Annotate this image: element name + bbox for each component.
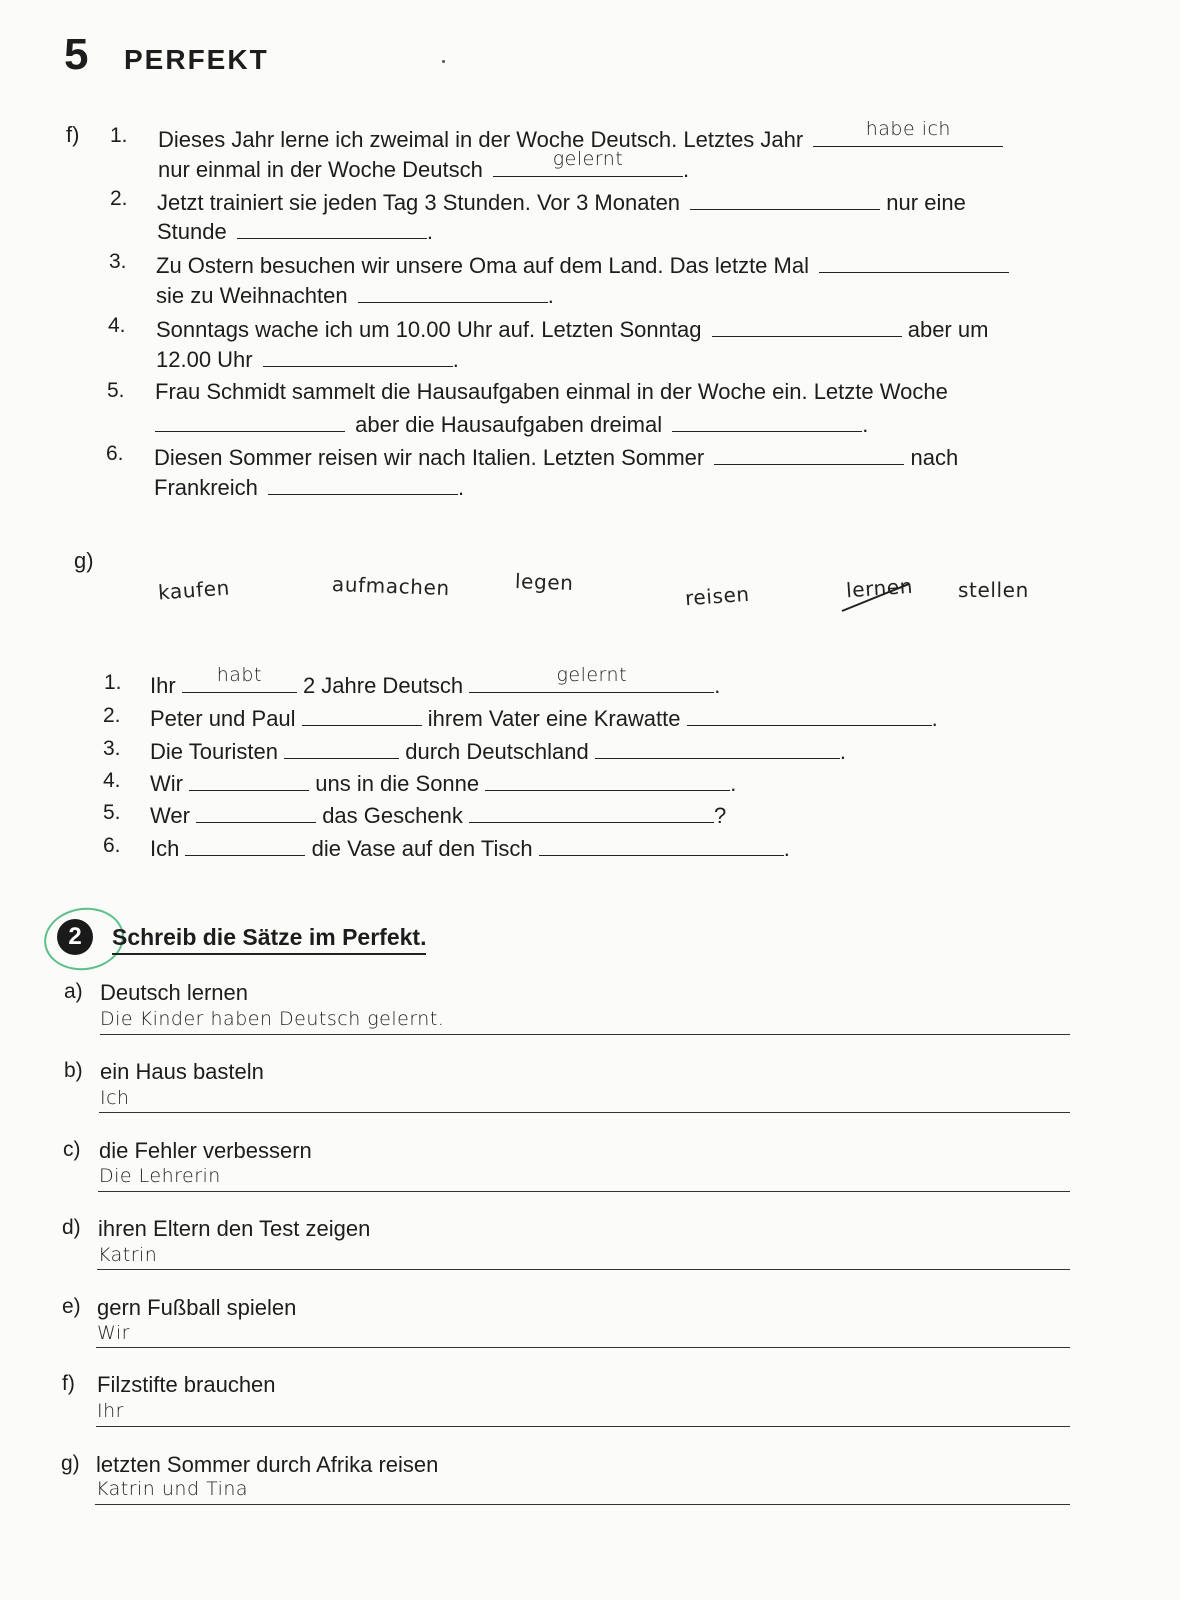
f-item-4-end: .	[452, 347, 459, 372]
g-item-2-blank-participle[interactable]	[687, 701, 932, 726]
task-c-letter: c)	[63, 1138, 81, 1161]
exercise-2-title: Schreib die Sätze im Perfekt.	[112, 924, 426, 955]
exercise-g-label: g)	[74, 548, 94, 573]
f-item-3-end: .	[547, 283, 554, 308]
g-item-1-fill-aux: habt	[216, 664, 262, 686]
task-a-letter: a)	[64, 980, 83, 1003]
g-item-3-end: .	[839, 739, 846, 764]
f-item-4-blank-a[interactable]	[712, 312, 902, 337]
f-item-6-blank-b[interactable]	[268, 470, 458, 495]
task-c-answer: Die Lehrerin	[99, 1165, 221, 1187]
g-item-1-fill-participle: gelernt	[556, 664, 628, 686]
f-item-3-blank-b[interactable]	[358, 278, 548, 303]
task-e-letter: e)	[62, 1295, 81, 1318]
g-item-2-subject: Peter und Paul	[150, 706, 296, 731]
f-item-3-text-a: Zu Ostern besuchen wir unsere Oma auf dem Land. Das letzte Mal	[156, 253, 809, 278]
g-item-1-blank-aux[interactable]	[182, 664, 297, 693]
f-item-3-line-b	[156, 278, 554, 311]
f-item-4-text-b: 12.00 Uhr	[156, 347, 253, 372]
g-item-1-blank-participle[interactable]	[469, 664, 714, 693]
f-item-1-text-a: Dieses Jahr lerne ich zweimal in der Woche Deutsch. Letztes Jahr	[158, 127, 804, 152]
f-item-5-blank-b[interactable]	[672, 407, 862, 432]
f-item-2-number: 2.	[110, 187, 128, 210]
f-item-5-blank-a[interactable]	[155, 407, 345, 432]
chapter-title: PERFEKT	[124, 44, 269, 75]
f-item-5-end: .	[862, 412, 869, 437]
verb-legen: legen	[514, 568, 574, 596]
g-item-5-middle: das Geschenk	[322, 803, 463, 828]
f-item-6-line-b	[154, 470, 464, 503]
f-item-5-line-b	[155, 407, 868, 440]
f-item-6-text-a-after: nach	[910, 445, 959, 470]
g-item-4-line	[150, 766, 736, 799]
f-item-2-blank-b[interactable]	[237, 214, 427, 239]
g-item-2-middle: ihrem Vater eine Krawatte	[427, 706, 681, 731]
verb-lernen: lernen	[845, 573, 914, 603]
f-item-5-line-a	[155, 377, 948, 407]
g-item-6-line	[150, 831, 790, 864]
task-g-letter: g)	[61, 1452, 80, 1475]
g-item-4-subject: Wir	[150, 771, 183, 796]
g-item-3-number: 3.	[103, 737, 121, 760]
g-item-5-blank-aux[interactable]	[196, 798, 316, 823]
f-item-1-number: 1.	[110, 124, 128, 147]
f-item-4-blank-b[interactable]	[263, 342, 453, 367]
task-b-answer: Ich	[100, 1087, 130, 1109]
f-item-3-blank-a[interactable]	[819, 248, 1009, 273]
task-a-answer-line[interactable]	[100, 1034, 1070, 1035]
g-item-4-number: 4.	[103, 769, 121, 792]
f-item-4-number: 4.	[108, 314, 126, 337]
task-b-prompt: ein Haus basteln	[100, 1059, 264, 1084]
task-f-prompt: Filzstifte brauchen	[97, 1372, 276, 1397]
g-item-5-number: 5.	[103, 801, 121, 824]
task-a-answer: Die Kinder haben Deutsch gelernt.	[100, 1008, 445, 1030]
task-e-answer: Wir	[97, 1322, 130, 1344]
verb-aufmachen: aufmachen	[331, 571, 451, 601]
verb-reisen: reisen	[684, 581, 751, 611]
g-item-3-blank-participle[interactable]	[595, 734, 840, 759]
g-item-1-subject: Ihr	[150, 673, 176, 698]
task-c-answer-line[interactable]	[98, 1191, 1070, 1192]
f-item-6-line-a	[154, 440, 958, 473]
g-item-3-middle: durch Deutschland	[405, 739, 589, 764]
task-c-prompt: die Fehler verbessern	[99, 1138, 312, 1163]
f-item-5-text-a: Frau Schmidt sammelt die Hausaufgaben einmal in der Woche ein. Letzte Woche	[155, 379, 948, 404]
g-item-2-line	[150, 701, 938, 734]
f-item-4-text-a: Sonntags wache ich um 10.00 Uhr auf. Letzten Sonntag	[156, 317, 702, 342]
f-item-4-line-b	[156, 342, 459, 375]
f-item-2-text-a: Jetzt trainiert sie jeden Tag 3 Stunden. Vor 3 Monaten	[157, 190, 681, 215]
g-item-2-blank-aux[interactable]	[302, 701, 422, 726]
f-item-1-blank-b[interactable]	[493, 148, 683, 177]
task-b-letter: b)	[64, 1059, 83, 1082]
f-item-3-number: 3.	[109, 250, 127, 273]
f-item-3-text-b: sie zu Weihnachten	[156, 283, 348, 308]
g-item-5-line	[150, 798, 726, 831]
g-item-2-number: 2.	[103, 704, 121, 727]
g-item-1-middle: 2 Jahre Deutsch	[302, 673, 464, 698]
exercise-2-number: 2	[57, 919, 93, 955]
task-f-letter: f)	[62, 1372, 75, 1395]
task-d-letter: d)	[62, 1216, 81, 1239]
task-b-answer-line[interactable]	[99, 1112, 1070, 1113]
f-item-1-fill-a: habe ich	[865, 118, 951, 140]
g-item-3-subject: Die Touristen	[150, 739, 278, 764]
verb-kaufen: kaufen	[157, 575, 231, 605]
g-item-6-subject: Ich	[150, 836, 180, 861]
g-item-6-blank-participle[interactable]	[539, 831, 784, 856]
task-g-answer-line[interactable]	[95, 1504, 1070, 1505]
f-item-2-line-b	[157, 214, 433, 247]
f-item-5-number: 5.	[107, 379, 125, 402]
g-item-3-line	[150, 734, 846, 767]
task-d-answer-line[interactable]	[97, 1269, 1070, 1270]
g-item-4-blank-participle[interactable]	[485, 766, 730, 791]
task-e-prompt: gern Fußball spielen	[97, 1295, 297, 1320]
task-g-answer: Katrin und Tina	[96, 1478, 249, 1500]
f-item-6-text-a: Diesen Sommer reisen wir nach Italien. Letzten Sommer	[154, 445, 705, 470]
f-item-6-number: 6.	[106, 442, 124, 465]
g-item-1-number: 1.	[104, 671, 122, 694]
g-item-5-end: ?	[713, 803, 727, 828]
task-e-answer-line[interactable]	[96, 1347, 1070, 1348]
f-item-2-text-a-after: nur eine	[886, 190, 966, 215]
f-item-2-blank-a[interactable]	[690, 185, 880, 210]
task-a-prompt: Deutsch lernen	[100, 980, 248, 1005]
f-item-1-text-b: nur einmal in der Woche Deutsch	[158, 157, 483, 182]
speck-dot	[442, 60, 445, 63]
g-item-4-blank-aux[interactable]	[189, 766, 309, 791]
f-item-4-line-a	[156, 312, 988, 345]
g-item-3-blank-aux[interactable]	[284, 734, 399, 759]
f-item-1-end: .	[683, 157, 690, 182]
g-item-1-end: .	[714, 673, 721, 698]
g-item-6-middle: die Vase auf den Tisch	[311, 836, 533, 861]
g-item-1-line	[150, 664, 721, 701]
chapter-number: 5	[64, 30, 89, 79]
verb-stellen: stellen	[958, 578, 1029, 602]
f-item-6-end: .	[458, 475, 465, 500]
g-item-6-number: 6.	[103, 834, 121, 857]
g-item-5-subject: Wer	[150, 803, 190, 828]
f-item-3-line-a	[156, 248, 1009, 281]
task-f-answer: Ihr	[97, 1400, 124, 1422]
f-item-1-blank-a[interactable]	[813, 118, 1003, 147]
f-item-1-line-b	[158, 148, 690, 185]
task-d-answer: Katrin	[98, 1244, 158, 1266]
g-item-4-middle: uns in die Sonne	[315, 771, 480, 796]
task-f-answer-line[interactable]	[96, 1426, 1070, 1427]
f-item-2-end: .	[426, 219, 433, 244]
f-item-6-text-b: Frankreich	[154, 475, 258, 500]
g-item-6-end: .	[783, 836, 790, 861]
exercise-f-label: f)	[66, 122, 80, 147]
task-g-prompt: letzten Sommer durch Afrika reisen	[96, 1452, 439, 1477]
task-d-prompt: ihren Eltern den Test zeigen	[98, 1216, 371, 1241]
f-item-2-text-b: Stunde	[157, 219, 227, 244]
g-item-2-end: .	[931, 706, 938, 731]
g-item-6-blank-aux[interactable]	[185, 831, 305, 856]
g-item-4-end: .	[730, 771, 737, 796]
f-item-6-blank-a[interactable]	[714, 440, 904, 465]
g-item-5-blank-participle[interactable]	[469, 798, 714, 823]
f-item-5-text-b: aber die Hausaufgaben dreimal	[355, 412, 663, 437]
f-item-4-text-a-after: aber um	[907, 317, 989, 342]
f-item-1-fill-b: gelernt	[552, 148, 624, 170]
